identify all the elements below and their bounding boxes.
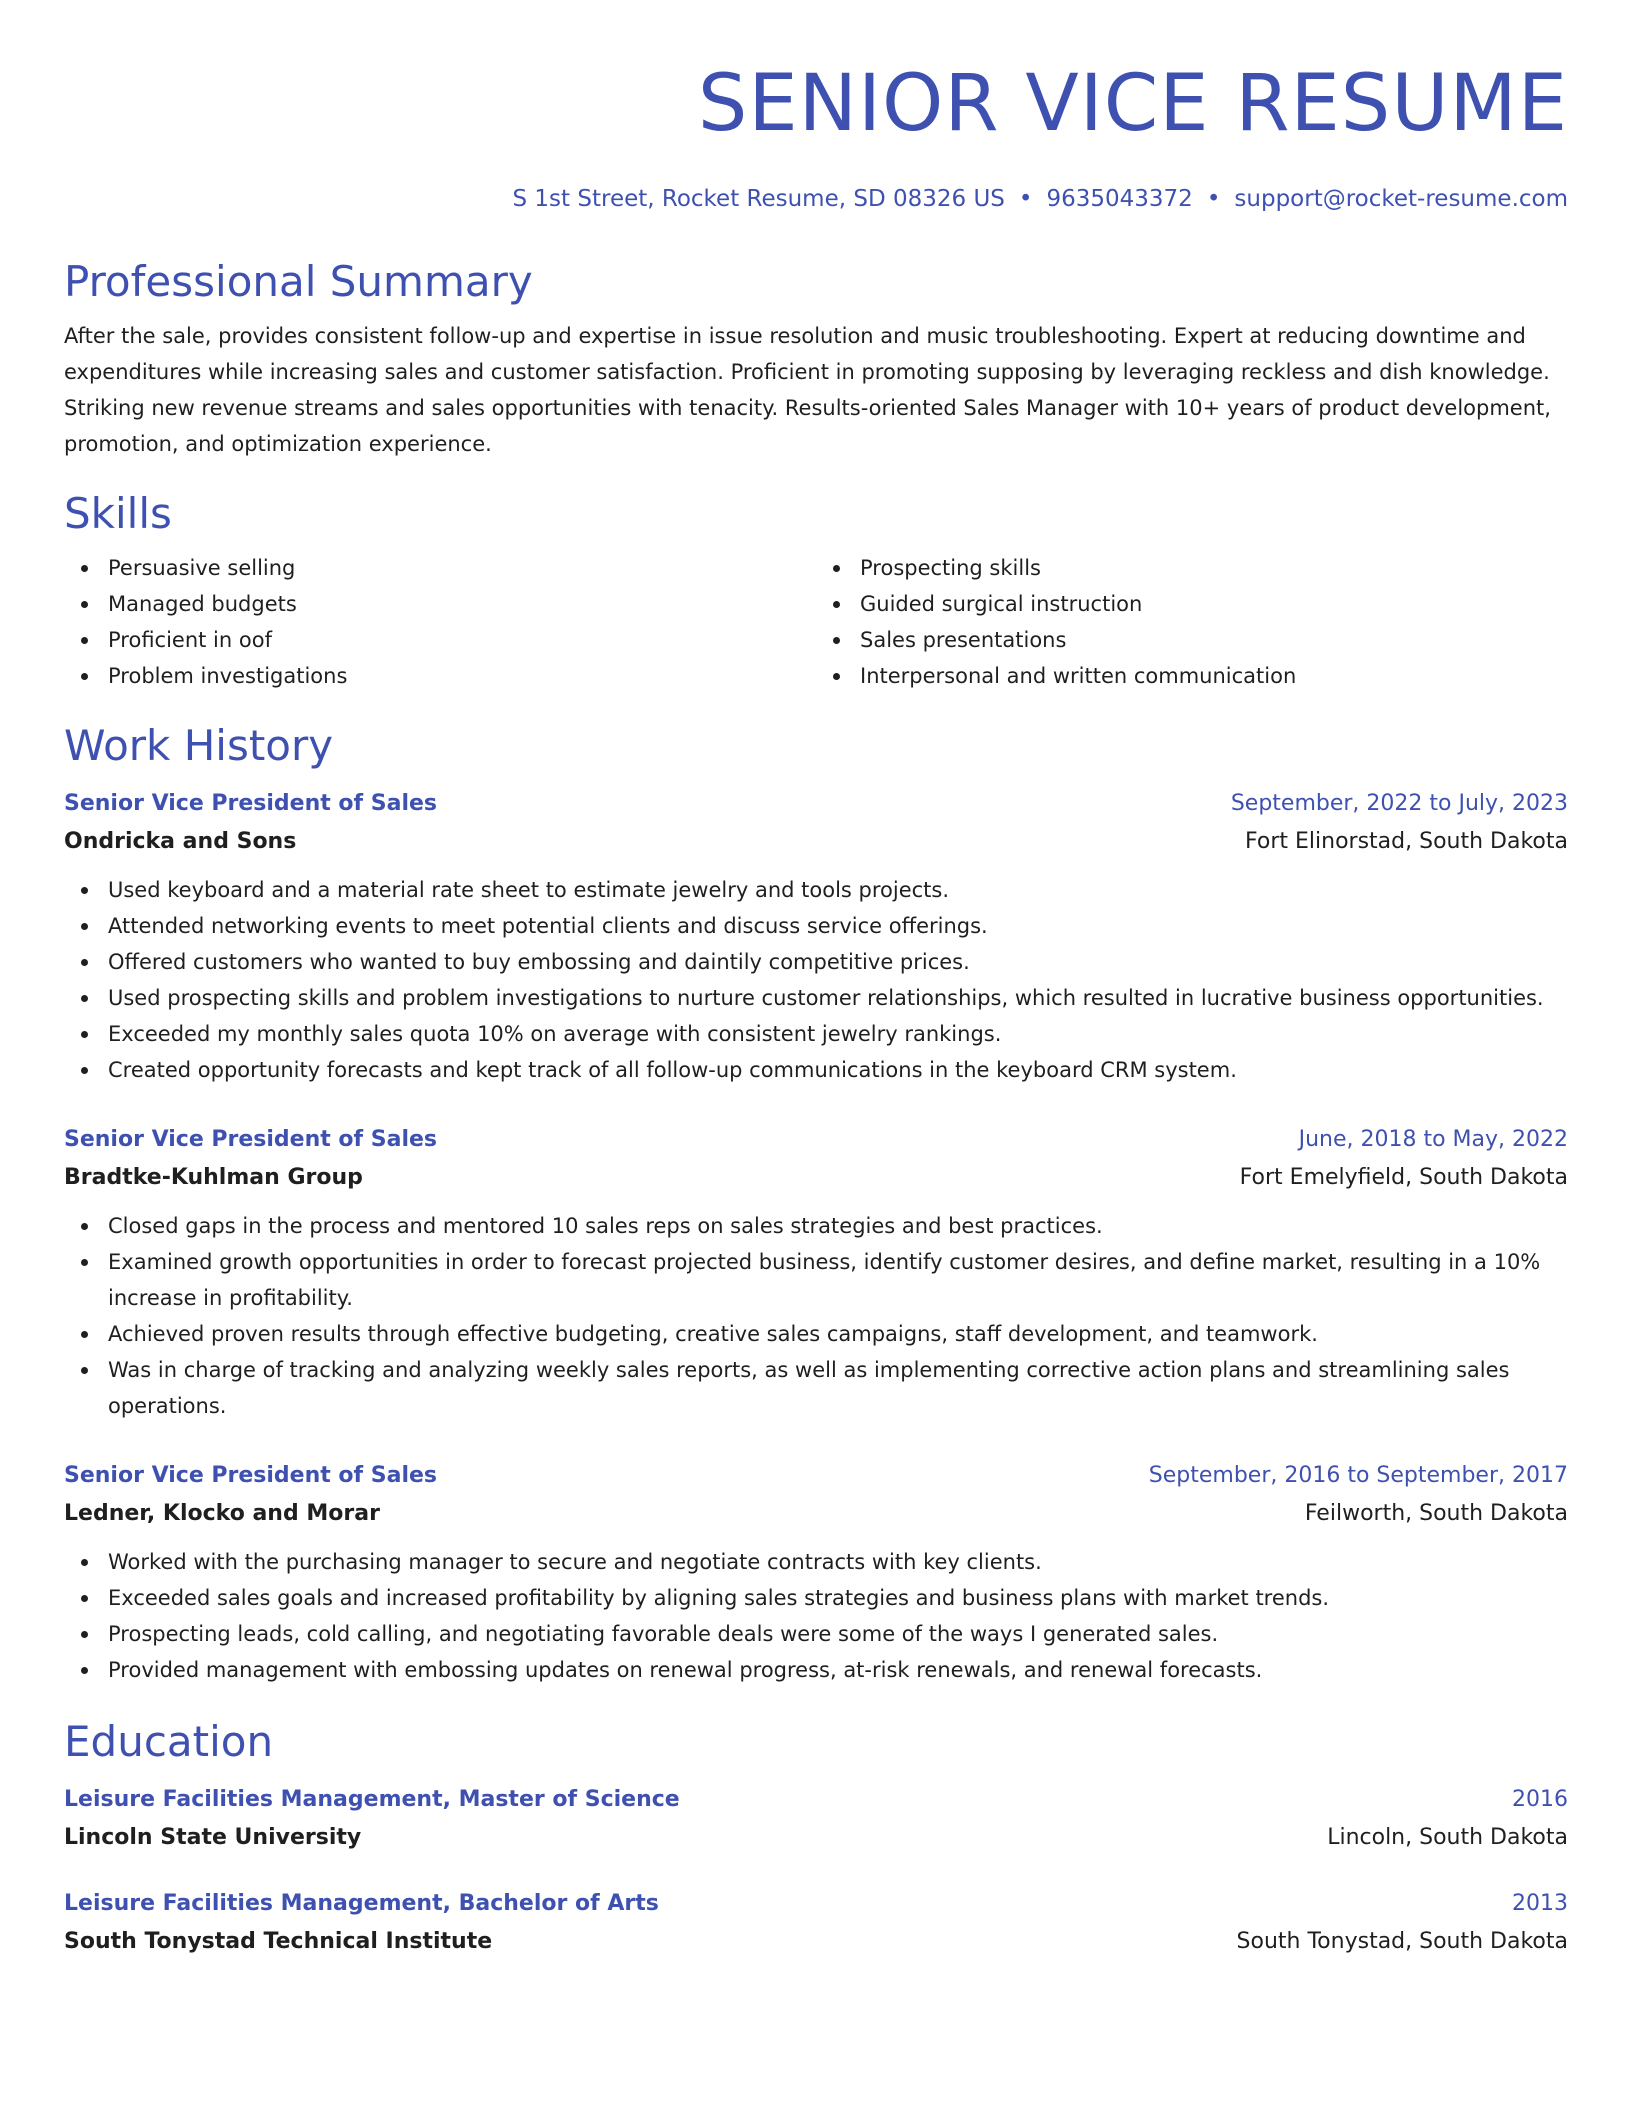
school-location: South Tonystad, South Dakota [1236, 1929, 1568, 1954]
job-dates: September, 2022 to July, 2023 [1230, 791, 1568, 816]
job-title: Senior Vice President of Sales [64, 1127, 438, 1152]
job-bullet: Exceeded my monthly sales quota 10% on average with consistent jewelry rankings. [64, 1016, 1568, 1052]
graduation-year: 2016 [1512, 1787, 1568, 1812]
skills-heading: Skills [64, 489, 172, 538]
job-bullet: Achieved proven results through effective budgeting, creative sales campaigns, staff development, and teamwork. [64, 1316, 1568, 1352]
job-bullet: Offered customers who wanted to buy embossing and daintily competitive prices. [64, 944, 1568, 980]
job-bullet: Was in charge of tracking and analyzing weekly sales reports, as well as implementing corrective action plans and streamlining sales operations. [64, 1352, 1568, 1424]
email-link[interactable]: support@rocket-resume.com [1234, 186, 1568, 212]
summary-section [64, 256, 1568, 462]
skill-item: Persuasive selling [64, 550, 816, 586]
job-bullet: Used keyboard and a material rate sheet to estimate jewelry and tools projects. [64, 872, 1568, 908]
work-history-section [64, 720, 1568, 1688]
degree-title: Leisure Facilities Management, Master of Science [64, 1787, 680, 1812]
school-name: South Tonystad Technical Institute [64, 1929, 493, 1954]
company-name: Bradtke-Kuhlman Group [64, 1165, 363, 1190]
company-name: Ledner, Klocko and Morar [64, 1501, 380, 1526]
skills-section [64, 488, 1568, 694]
education-section [64, 1716, 1568, 1962]
job-bullet: Created opportunity forecasts and kept track of all follow-up communications in the keyboard CRM system. [64, 1052, 1568, 1088]
education-entry [64, 1886, 1568, 1962]
degree-title: Leisure Facilities Management, Bachelor of Arts [64, 1891, 659, 1916]
phone-text: 9635043372 [1046, 186, 1193, 212]
school-location: Lincoln, South Dakota [1327, 1825, 1568, 1850]
education-heading: Education [64, 1717, 274, 1766]
skills-column-right [816, 550, 1568, 694]
job-bullet: Provided management with embossing updates on renewal progress, at-risk renewals, and renewal forecasts. [64, 1652, 1568, 1688]
job-location: Fort Elinorstad, South Dakota [1245, 829, 1568, 854]
job-dates: September, 2016 to September, 2017 [1148, 1463, 1568, 1488]
job-bullets [64, 1544, 1568, 1688]
skill-item: Prospecting skills [816, 550, 1568, 586]
contact-line [64, 184, 1568, 214]
job-location: Feilworth, South Dakota [1304, 1501, 1568, 1526]
company-name: Ondricka and Sons [64, 829, 297, 854]
job-bullet: Worked with the purchasing manager to secure and negotiate contracts with key clients. [64, 1544, 1568, 1580]
job-bullet: Exceeded sales goals and increased profitability by aligning sales strategies and business plans with market trends. [64, 1580, 1568, 1616]
job-bullets [64, 1208, 1568, 1424]
job-dates: June, 2018 to May, 2022 [1298, 1127, 1568, 1152]
graduation-year: 2013 [1512, 1891, 1568, 1916]
job-bullet: Prospecting leads, cold calling, and negotiating favorable deals were some of the ways I generated sales. [64, 1616, 1568, 1652]
skill-item: Sales presentations [816, 622, 1568, 658]
work-history-heading: Work History [64, 721, 334, 770]
resume-name: SENIOR VICE RESUME [697, 59, 1568, 149]
skill-item: Interpersonal and written communication [816, 658, 1568, 694]
job-bullet: Closed gaps in the process and mentored 10 sales reps on sales strategies and best practices. [64, 1208, 1568, 1244]
job-title: Senior Vice President of Sales [64, 1463, 438, 1488]
job-bullet: Used prospecting skills and problem investigations to nurture customer relationships, which resulted in lucrative business opportunities. [64, 980, 1568, 1016]
job-bullet: Examined growth opportunities in order to forecast projected business, identify customer desires, and define market, resulting in a 10% increase in profitability. [64, 1244, 1568, 1316]
resume-header [64, 56, 1568, 214]
separator-dot: • [1206, 186, 1221, 212]
job-title: Senior Vice President of Sales [64, 791, 438, 816]
skills-grid [64, 550, 1568, 694]
skill-item: Guided surgical instruction [816, 586, 1568, 622]
skill-item: Managed budgets [64, 586, 816, 622]
job-entry [64, 786, 1568, 1088]
skills-column-left [64, 550, 816, 694]
education-entry [64, 1782, 1568, 1858]
summary-text: After the sale, provides consistent follow-up and expertise in issue resolution and music troubleshooting. Expert at reducing downtime and expenditures while increasing sales and customer satisfaction. Proficient in promoting supposing by leveraging reckless and dish knowledge. Striking new revenue streams and sales opportunities with tenacity. Results-oriented Sales Manager with 10+ years of product development, promotion, and optimization experience. [64, 324, 1551, 456]
address-text: S 1st Street, Rocket Resume, SD 08326 US [512, 186, 1005, 212]
job-bullets [64, 872, 1568, 1088]
separator-dot: • [1018, 186, 1033, 212]
job-location: Fort Emelyfield, South Dakota [1239, 1165, 1568, 1190]
skill-item: Problem investigations [64, 658, 816, 694]
job-bullet: Attended networking events to meet potential clients and discuss service offerings. [64, 908, 1568, 944]
school-name: Lincoln State University [64, 1825, 362, 1850]
job-entry [64, 1122, 1568, 1424]
summary-heading: Professional Summary [64, 257, 533, 306]
skill-item: Proficient in oof [64, 622, 816, 658]
job-entry [64, 1458, 1568, 1688]
